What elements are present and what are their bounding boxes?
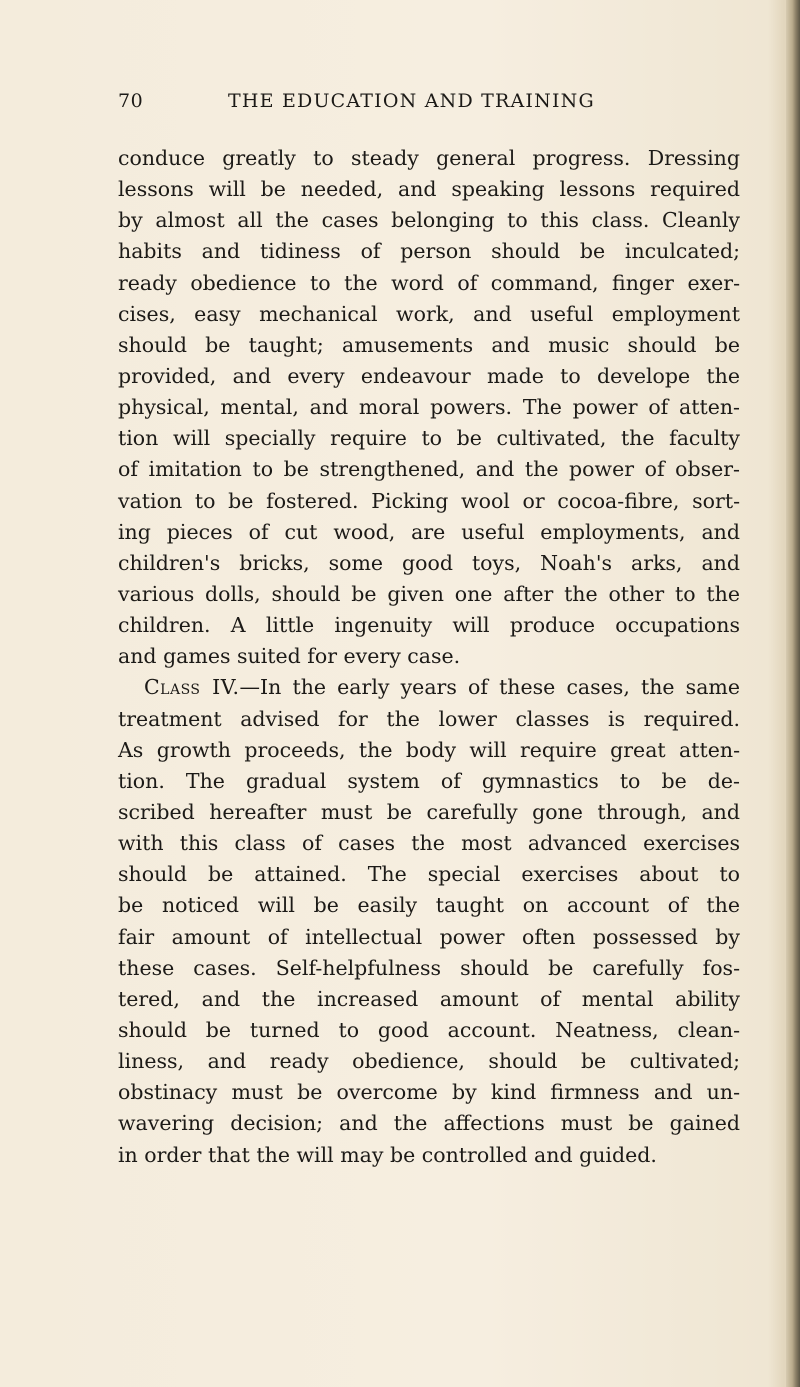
section-start-line [118, 672, 740, 703]
text-line: cises, easy mechanical work, and useful employment [118, 301, 740, 326]
page-number: 70 [118, 90, 144, 112]
text-line: tered, and the increased amount of mental ability [118, 986, 740, 1011]
text-line: scribed hereafter must be carefully gone through, and [118, 799, 740, 824]
text-line: should be attained. The special exercises about to [118, 862, 740, 887]
text-line: habits and tidiness of person should be inculcated; [118, 239, 740, 264]
text-line: ready obedience to the word of command, finger exer- [118, 270, 740, 295]
text-line: fair amount of intellectual power often possessed by [118, 924, 740, 949]
text-line: with this class of cases the most advanced exercises [118, 831, 740, 856]
running-head [118, 90, 738, 120]
text-line: conduce greatly to steady general progress. Dressing [118, 146, 740, 170]
text-line: treatment advised for the lower classes is required. [118, 706, 740, 731]
text-line: wavering decision; and the affections must be gained [118, 1111, 740, 1136]
text-line: should be turned to good account. Neatness, clean- [118, 1017, 740, 1042]
text-line: lessons will be needed, and speaking lessons required [118, 177, 740, 202]
text-line: and games suited for every case. [118, 644, 461, 669]
text-line: tion. The gradual system of gymnastics to be de- [118, 768, 740, 793]
page-edge-shadow [786, 0, 800, 1387]
text-line: by almost all the cases belonging to this class. Cleanly [118, 208, 740, 233]
text-line: of imitation to be strengthened, and the power of obser- [118, 457, 740, 482]
text-line: liness, and ready obedience, should be cultivated; [118, 1049, 740, 1074]
running-title: THE EDUCATION AND TRAINING [228, 90, 595, 112]
text-line: should be taught; amusements and music should be [118, 332, 740, 357]
text-line: ing pieces of cut wood, are useful employments, and [118, 519, 740, 544]
text-line: As growth proceeds, the body will require great atten- [118, 737, 740, 762]
text-line: vation to be fostered. Picking wool or cocoa-fibre, sort- [118, 488, 740, 513]
body-text [118, 143, 740, 1171]
section-label: Class IV. [144, 675, 240, 700]
text-line: physical, mental, and moral powers. The power of atten- [118, 395, 740, 420]
text-line: obstinacy must be overcome by kind firmness and un- [118, 1080, 740, 1105]
text-line: tion will specially require to be cultivated, the faculty [118, 426, 740, 451]
text-line-remainder: —In the early years of these cases, the same [239, 675, 740, 700]
text-line: children's bricks, some good toys, Noah's arks, and [118, 550, 740, 575]
text-line: be noticed will be easily taught on account of the [118, 893, 740, 918]
text-line: in order that the will may be controlled and guided. [118, 1142, 657, 1167]
text-line: children. A little ingenuity will produce occupations [118, 613, 740, 638]
text-line: these cases. Self-helpfulness should be carefully fos- [118, 955, 740, 980]
text-line: provided, and every endeavour made to develope the [118, 363, 740, 388]
text-line: various dolls, should be given one after the other to the [118, 581, 740, 606]
